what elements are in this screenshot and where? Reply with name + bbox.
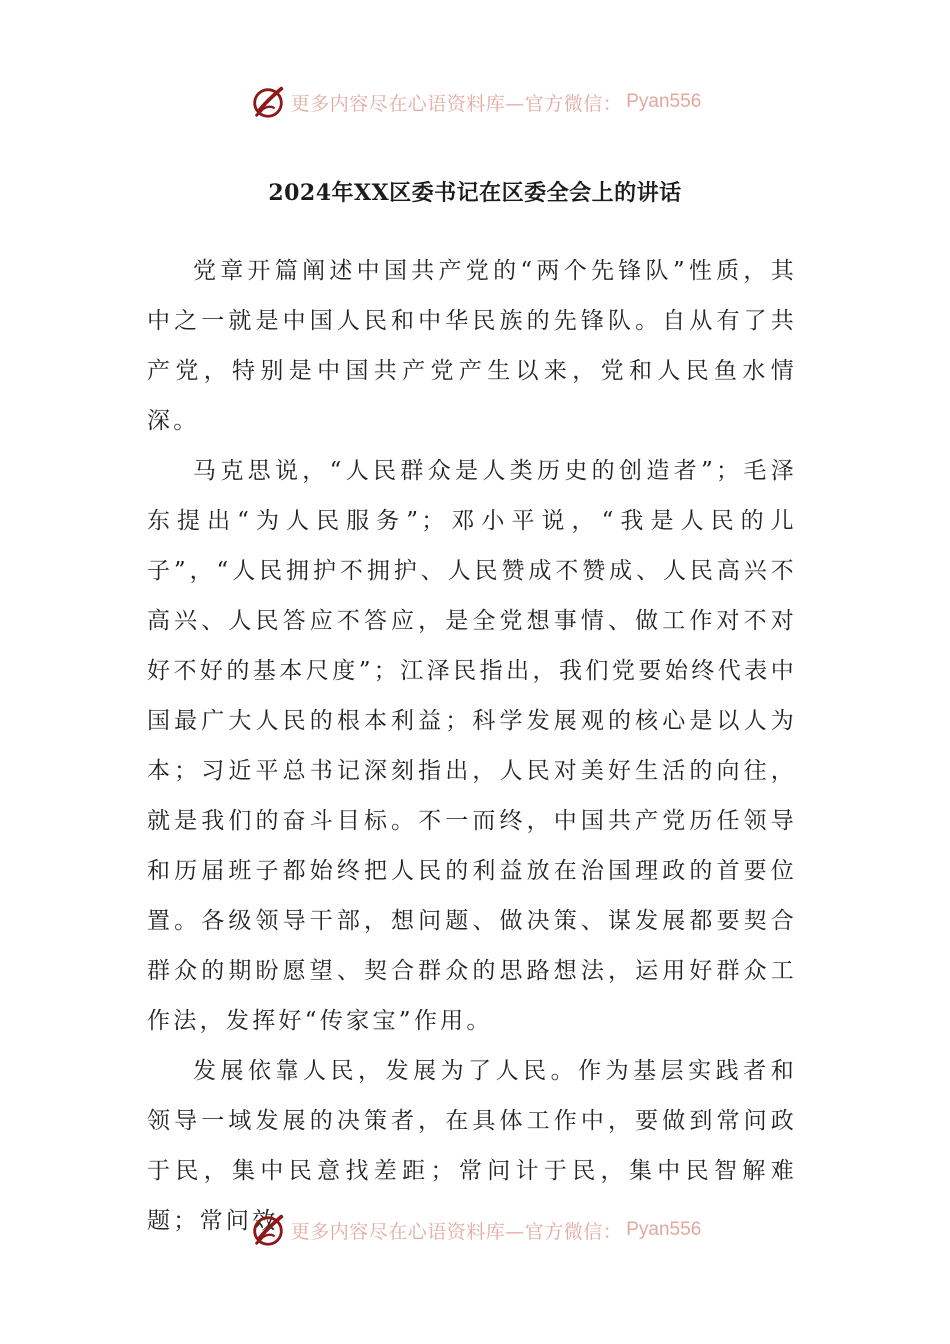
footer-watermark-banner [0,1208,950,1252]
calligraphy-brush-seal-icon [249,83,287,121]
header-watermark-banner [0,80,950,124]
watermark-text: 更多内容尽在心语资料库—官方微信： [290,1220,623,1243]
watermark-wechat-id: Pyan556 [626,1219,702,1240]
body-paragraph: 发展依靠人民，发展为了人民。作为基层实践者和领导一域发展的决策者，在具体工作中，要做到常问政于民，集中民意找差距；常问计于民，集中民智解难题；常问效 [147,1058,797,1234]
watermark-text: 更多内容尽在心语资料库—官方微信： [290,92,623,115]
body-paragraph: 党章开篇阐述中国共产党的“两个先锋队”性质，其中之一就是中国人民和中华民族的先锋队。自从有了共产党，特别是中国共产党产生以来，党和人民鱼水情深。 [147,258,797,434]
calligraphy-brush-seal-icon [249,1211,287,1249]
body-paragraph: 马克思说，“人民群众是人类历史的创造者”；毛泽东提出“为人民服务”；邓小平说，“我是人民的儿子”，“人民拥护不拥护、人民赞成不赞成、人民高兴不高兴、人民答应不答应，是全党想事情、做工作对不对好不好的基本尺度”；江泽民指出，我们党要始终代表中国最广大人民的根本利益；科学发展观的核心是以人为本；习近平总书记深刻指出，人民对美好生活的向往，就是我们的奋斗目标。不一而终，中国共产党历任领导和历届班子都始终把人民的利益放在治国理政的首要位置。各级领导干部，想问题、做决策、谋发展都要契合群众的期盼愿望、契合群众的思路想法，运用好群众工作法，发挥好“传家宝”作用。 [147,458,797,1034]
watermark-wechat-id: Pyan556 [626,91,702,112]
document-title: 2024年XX区委书记在区委全会上的讲话 [268,180,682,206]
document-body [147,246,797,1246]
